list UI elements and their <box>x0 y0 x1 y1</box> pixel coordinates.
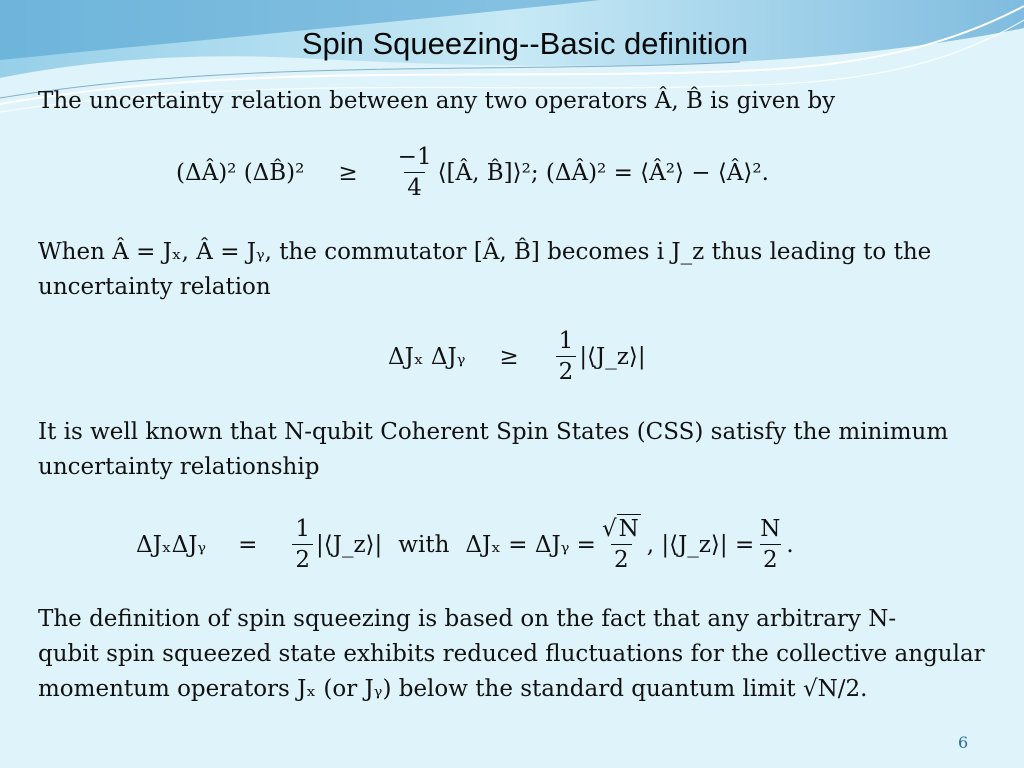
paragraph-line: qubit spin squeezed state exhibits reduced fluctuations for the collective angular <box>38 641 985 667</box>
equation-relation: ≥ <box>338 159 358 186</box>
equation-jx-jy-uncertainty <box>388 326 646 387</box>
sqrt-radicand: N <box>618 516 639 542</box>
equation-fraction <box>556 326 577 387</box>
paragraph-squeezing-definition <box>38 602 1018 707</box>
equation-with-word: with <box>398 531 450 558</box>
equation-lhs: (ΔÂ)² (ΔB̂)² <box>176 159 305 186</box>
fraction-denominator: 2 <box>292 544 313 575</box>
equation-lhs: ΔJₓΔJᵧ <box>136 531 207 558</box>
fraction-denominator: 2 <box>760 544 781 575</box>
equation-relation: = <box>238 531 258 558</box>
equation-end: . <box>786 531 794 558</box>
fraction-numerator: 1 <box>558 328 574 354</box>
paragraph-line: The definition of spin squeezing is based on the fact that any arbitrary N- <box>38 606 897 632</box>
equation-css-minimum <box>136 514 794 575</box>
slide-title: Spin Squeezing--Basic definition <box>301 26 749 61</box>
paragraph-line: uncertainty relationship <box>38 454 320 480</box>
fraction-denominator: 2 <box>556 356 577 387</box>
fraction-numerator: 1 <box>295 516 310 542</box>
paragraph-line: The uncertainty relation between any two operators Â, B̂ is given by <box>38 88 836 114</box>
fraction-numerator: −1 <box>397 144 432 170</box>
page-number: 6 <box>958 733 969 752</box>
fraction-denominator: 4 <box>404 172 425 203</box>
equation-fraction <box>757 514 783 575</box>
paragraph-line: It is well known that N-qubit Coherent Spin States (CSS) satisfy the minimum <box>38 419 949 445</box>
header-swoosh-decoration <box>0 0 1024 140</box>
equation-relation: ≥ <box>499 343 519 370</box>
paragraph-css <box>38 415 1018 485</box>
paragraph-uncertainty-intro <box>38 84 1018 119</box>
equation-part: , |⟨J_z⟩| = <box>646 531 755 558</box>
fraction-numerator: N <box>760 516 781 542</box>
equation-rhs: ⟨[Â, B̂]⟩²; (ΔÂ)² = ⟨Â²⟩ − ⟨Â⟩². <box>437 159 769 186</box>
equation-lhs: ΔJₓ ΔJᵧ <box>388 343 466 370</box>
equation-fraction <box>395 142 435 203</box>
paragraph-line: uncertainty relation <box>38 274 271 300</box>
equation-fraction <box>292 514 313 575</box>
equation-part: |⟨J_z⟩| <box>316 531 383 558</box>
paragraph-commutator <box>38 235 1018 305</box>
fraction-denominator: 2 <box>611 544 632 575</box>
paragraph-line: momentum operators Jₓ (or Jᵧ) below the standard quantum limit √N/2. <box>38 676 868 702</box>
equation-fraction-sqrt: $\frac{√N}{2}$ <box>601 516 639 573</box>
equation-rhs: |⟨J_z⟩| <box>579 343 646 370</box>
equation-part: ΔJₓ = ΔJᵧ = <box>465 531 596 558</box>
equation-general-uncertainty <box>176 142 769 203</box>
paragraph-line: When Â = Jₓ, Â = Jᵧ, the commutator [Â, B̂] becomes i J_z thus leading to the <box>38 239 932 265</box>
